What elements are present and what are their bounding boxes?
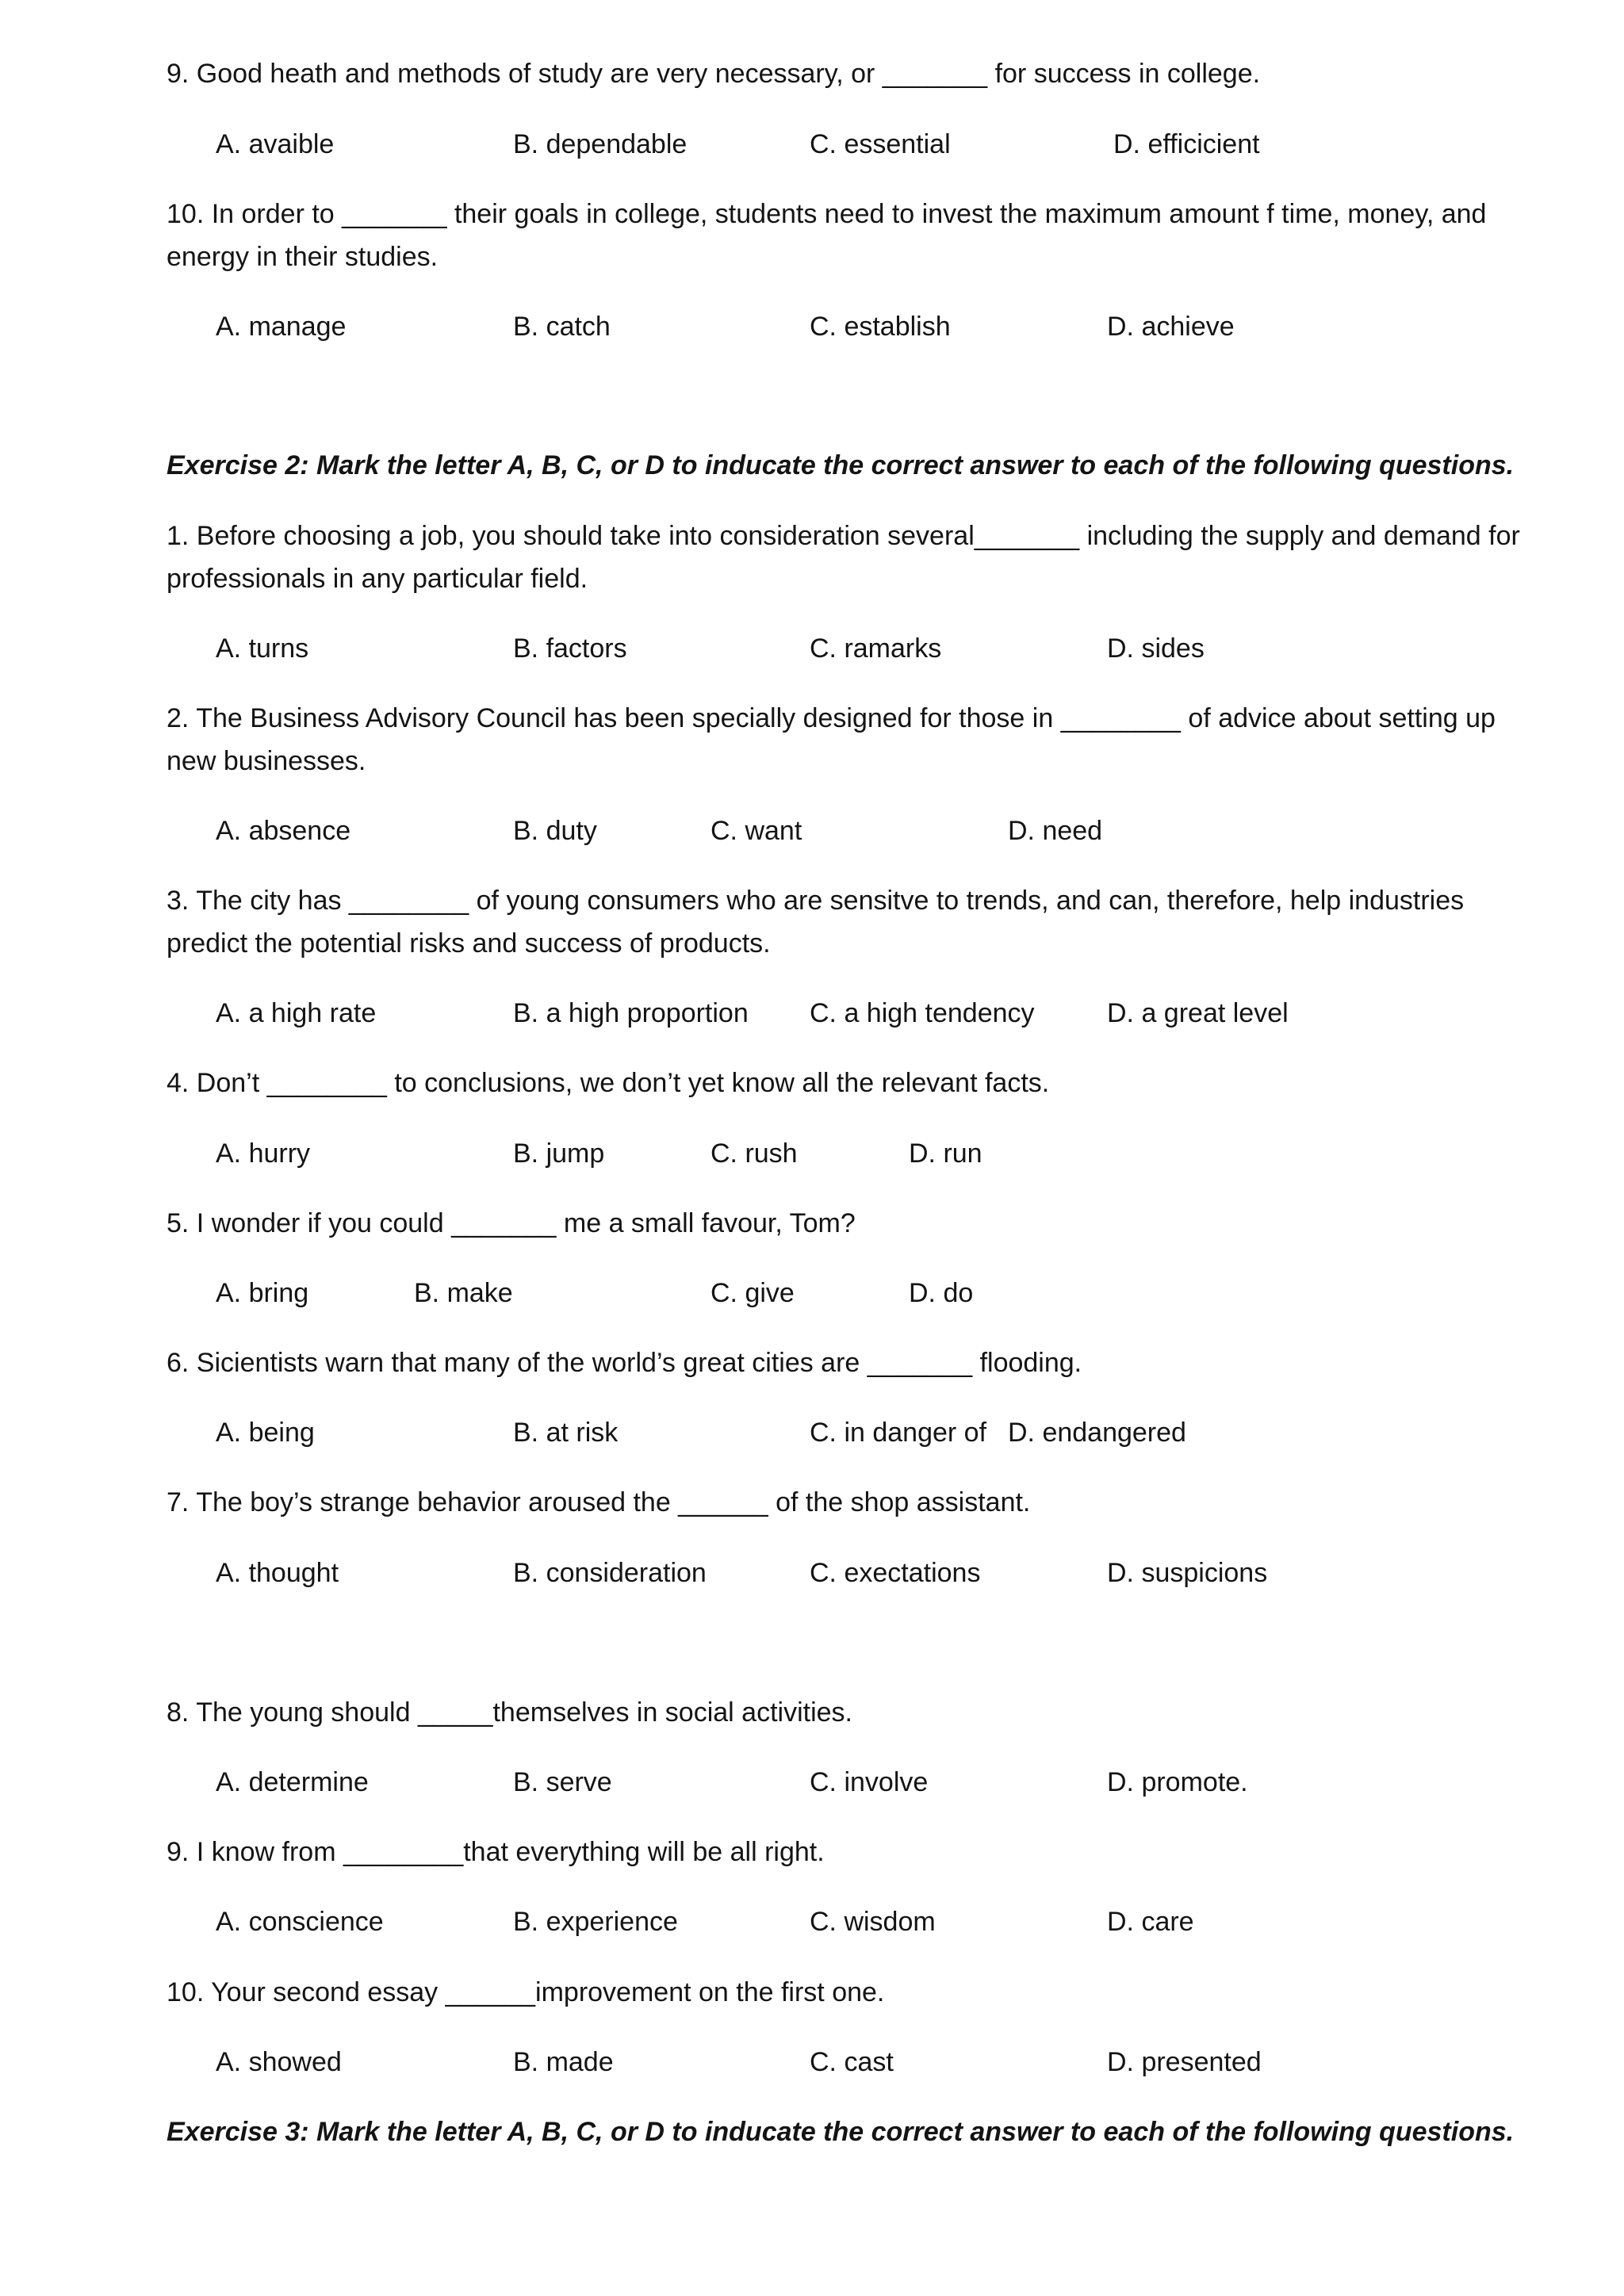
option-d: D. need — [1008, 816, 1103, 846]
ex2-question-2-text: 2. The Business Advisory Council has been specially designed for those in ________ of advice about setting up new businesses. — [167, 703, 1496, 776]
exercise-3-heading: Exercise 3: Mark the letter A, B, C, or D to inducate the correct answer to each of the following questions. — [167, 2117, 1515, 2147]
option-c: C. cast — [810, 2047, 894, 2077]
option-b: B. at risk — [513, 1418, 619, 1448]
option-d: D. run — [909, 1138, 982, 1169]
option-a: A. manage — [216, 312, 347, 342]
ex2-question-3-text: 3. The city has ________ of young consumers who are sensitve to trends, and can, therefore, help industries predict the potential risks and success of products. — [167, 886, 1465, 959]
ex2-question-4-text: 4. Don’t ________ to conclusions, we don’t yet know all the relevant facts. — [167, 1068, 1050, 1098]
option-b: B. serve — [513, 1767, 612, 1797]
option-c: C. essential — [810, 129, 951, 159]
option-b: B. duty — [513, 816, 597, 846]
option-b: B. catch — [513, 312, 611, 342]
option-d: D. sides — [1107, 633, 1205, 664]
option-c: C. ramarks — [810, 633, 942, 664]
option-d: D. a great level — [1107, 998, 1289, 1028]
option-b: B. dependable — [513, 129, 688, 159]
option-c: C. establish — [810, 312, 951, 342]
option-a: A. hurry — [216, 1138, 311, 1169]
ex2-question-10-text: 10. Your second essay ______improvement on the first one. — [167, 1977, 885, 2007]
option-a: A. being — [216, 1418, 315, 1448]
option-b: B. experience — [513, 1907, 678, 1937]
option-a: A. determine — [216, 1767, 369, 1797]
option-a: A. bring — [216, 1278, 309, 1308]
option-d: D. presented — [1107, 2047, 1262, 2077]
option-b: B. consideration — [513, 1558, 707, 1588]
ex2-question-8-text: 8. The young should _____themselves in social activities. — [167, 1697, 852, 1728]
option-a: A. showed — [216, 2047, 342, 2077]
option-d: D. care — [1107, 1907, 1194, 1937]
ex2-question-6-text: 6. Sicientists warn that many of the world’s great cities are _______ flooding. — [167, 1348, 1082, 1378]
option-d: D. efficicient — [1113, 129, 1260, 159]
option-c: C. involve — [810, 1767, 929, 1797]
option-d: D. do — [909, 1278, 974, 1308]
option-b: B. factors — [513, 633, 627, 664]
ex2-question-7-text: 7. The boy’s strange behavior aroused the ______ of the shop assistant. — [167, 1487, 1031, 1517]
option-d: D. endangered — [1008, 1418, 1186, 1448]
option-a: A. a high rate — [216, 998, 377, 1028]
option-c: C. a high tendency — [810, 998, 1035, 1028]
option-d: D. promote. — [1107, 1767, 1248, 1797]
option-b: B. made — [513, 2047, 614, 2077]
option-a: A. avaible — [216, 129, 335, 159]
option-b: B. make — [414, 1278, 513, 1308]
question-10-text: 10. In order to _______ their goals in college, students need to invest the maximum amount f time, money, and energy in their studies. — [167, 199, 1487, 272]
option-a: A. turns — [216, 633, 309, 664]
option-a: A. absence — [216, 816, 351, 846]
question-9-text: 9. Good heath and methods of study are very necessary, or _______ for success in college. — [167, 59, 1261, 89]
option-c: C. exectations — [810, 1558, 981, 1588]
option-c: C. want — [710, 816, 802, 846]
ex2-question-5-text: 5. I wonder if you could _______ me a small favour, Tom? — [167, 1208, 856, 1238]
option-c: C. rush — [710, 1138, 798, 1169]
ex2-question-1-text: 1. Before choosing a job, you should take into consideration several_______ including the supply and demand for professionals in any particular field. — [167, 521, 1520, 594]
option-c: C. in danger of — [810, 1418, 987, 1448]
option-b: B. jump — [513, 1138, 605, 1169]
option-a: A. conscience — [216, 1907, 384, 1937]
option-a: A. thought — [216, 1558, 339, 1588]
option-d: D. achieve — [1107, 312, 1235, 342]
option-c: C. give — [710, 1278, 795, 1308]
ex2-question-9-text: 9. I know from ________that everything will be all right. — [167, 1837, 825, 1867]
exercise-2-heading: Exercise 2: Mark the letter A, B, C, or D to inducate the correct answer to each of the following questions. — [167, 450, 1515, 480]
option-c: C. wisdom — [810, 1907, 936, 1937]
option-d: D. suspicions — [1107, 1558, 1268, 1588]
option-b: B. a high proportion — [513, 998, 749, 1028]
